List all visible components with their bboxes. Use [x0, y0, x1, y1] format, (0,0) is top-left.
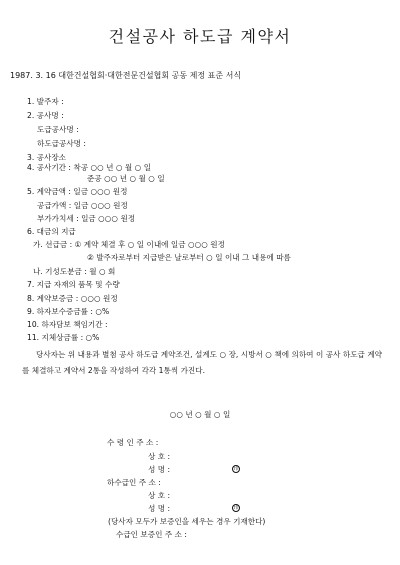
item-defect-rate: 9. 하자보수증금률 : ○%: [27, 307, 110, 316]
seal-icon: 印: [233, 466, 239, 472]
subcontractor-trade-name: 상 호 :: [148, 491, 171, 500]
item-period-start: 4. 공사기간 : 착공 ○○ 년 ○ 월 ○ 일: [27, 163, 152, 172]
contract-date: ○○ 년 ○ 월 ○ 일: [169, 410, 231, 419]
item-advance-payment: 가. 선급금 : ① 계약 체결 후 ○ 일 이내에 일금 ○○○ 원정: [33, 240, 225, 249]
seal-icon: 印: [233, 505, 239, 511]
guarantor-address-label: 수급인 보증인 주 소 :: [116, 530, 187, 539]
subcontractor-address-label: 하수급인 주 소 :: [107, 478, 161, 487]
guarantor-note: (당사자 모두가 보증인을 세우는 경우 기재한다): [108, 517, 266, 526]
contractor-name: 성 명 :: [148, 465, 171, 474]
contractor-trade-name: 상 호 :: [148, 452, 171, 461]
item-advance-payment-2: ② 발주자로부터 지급받은 날로부터 ○ 일 이내 그 내용에 따름: [87, 253, 291, 262]
item-period-end: 준공 ○○ 년 ○ 월 ○ 일: [87, 174, 165, 183]
item-contract-amount: 5. 계약금액 : 일금 ○○○ 원정: [27, 187, 128, 196]
document-subtitle: 1987. 3. 16 대한건설협회·대한전문건설협회 공동 제정 표준 서식: [10, 71, 242, 80]
item-materials: 7. 지급 자재의 품목 및 수량: [27, 280, 120, 289]
item-orderer: 1. 발주자 :: [27, 97, 64, 106]
subcontractor-name: 성 명 :: [148, 504, 171, 513]
item-subcontract-project-name: 하도급공사명 :: [37, 139, 86, 148]
item-contract-project-name: 도급공사명 :: [37, 125, 79, 134]
item-site: 3. 공사장소: [27, 153, 67, 162]
agreement-paragraph: 당사자는 위 내용과 별첨 공사 하도급 계약조건, 설계도 ○ 장, 시방서 ○ 책에 의하여 이 공사 하도급 계약를 체결하고 계약서 2통을 작성하여 각각 1통씩 가진다.: [22, 350, 382, 375]
item-project-name: 2. 공사명 :: [27, 111, 64, 120]
item-defect-period: 10. 하자담보 책임기간 :: [27, 320, 108, 329]
document-title: 건설공사 하도급 계약서: [108, 27, 292, 46]
item-progress-payment: 나. 기성도분금 : 월 ○ 회: [33, 267, 116, 276]
item-vat: 부가가치세 : 일금 ○○○ 원정: [37, 214, 136, 223]
item-delay-rate: 11. 지체상금률 : ○%: [27, 333, 100, 342]
item-deposit: 8. 계약보증금 : ○○○ 원정: [27, 294, 118, 303]
contractor-address-label: 수 령 인 주 소 :: [107, 438, 159, 447]
item-payment: 6. 대금의 지급: [27, 227, 76, 236]
item-supply-amount: 공급가액 : 일금 ○○○ 원정: [37, 201, 128, 210]
